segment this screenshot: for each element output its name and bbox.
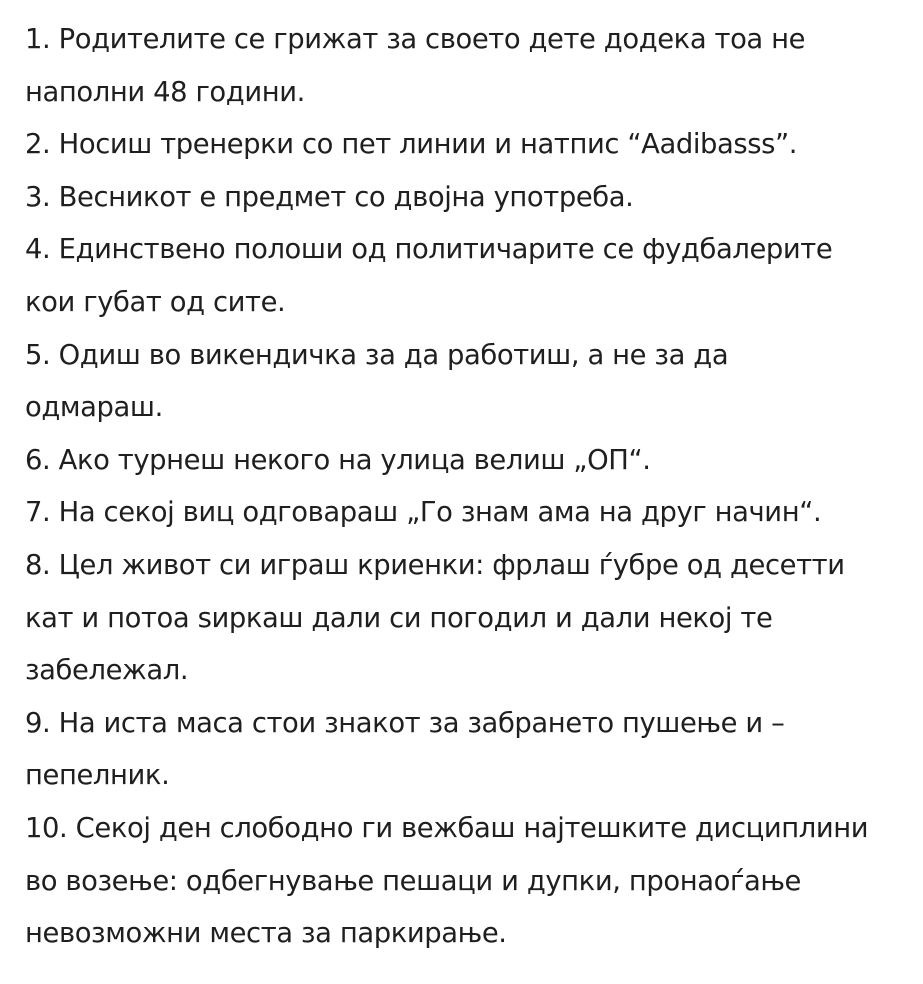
list-item-line: наполни 48 години. <box>25 76 305 108</box>
list-item-8 <box>25 540 905 698</box>
list-item-line: 6. Ако турнеш некого на улица велиш „ОП“. <box>25 444 651 476</box>
list-item-9 <box>25 698 905 803</box>
list-item-line: 2. Носиш тренерки со пет линии и натпис “Aadibasss”. <box>25 129 798 161</box>
list-item-line: 5. Одиш во викендичка за да работиш, а не за да <box>25 339 729 371</box>
list-item-line: пепелник. <box>25 760 170 792</box>
list-item-line: 9. На иста маса стои знакот за забрането пушење и – <box>25 707 785 739</box>
list-item-1 <box>25 14 905 119</box>
list-item-line: во возење: одбегнување пешаци и дупки, пронаоѓање <box>25 865 801 897</box>
list-item-line: кат и потоа ѕиркаш дали си погодил и дали некој те <box>25 602 773 634</box>
list-item-line: забележал. <box>25 655 189 687</box>
numbered-list <box>25 14 905 961</box>
list-item-5 <box>25 330 905 435</box>
list-item-10 <box>25 803 905 961</box>
list-item-line: одмараш. <box>25 392 163 424</box>
list-item-line: невозможни места за паркирање. <box>25 918 507 950</box>
list-item-line: 4. Единствено полоши од политичарите се фудбалерите <box>25 234 833 266</box>
list-item-line: 8. Цел живот си играш криенки: фрлаш ѓубре од десетти <box>25 549 845 581</box>
list-item-3 <box>25 172 905 225</box>
list-item-line: 7. На секој виц одговараш „Го знам ама на друг начин“. <box>25 497 822 529</box>
list-item-2 <box>25 119 905 172</box>
list-item-line: 10. Секој ден слободно ги вежбаш најтешките дисциплини <box>25 812 869 844</box>
list-item-line: 3. Весникот е предмет со двојна употреба. <box>25 181 634 213</box>
list-item-line: 1. Родителите се грижат за своето дете додека тоа не <box>25 24 806 55</box>
list-item-7 <box>25 487 905 540</box>
list-item-line: кои губат од сите. <box>25 286 286 318</box>
list-item-6 <box>25 435 905 488</box>
list-item-4 <box>25 224 905 329</box>
